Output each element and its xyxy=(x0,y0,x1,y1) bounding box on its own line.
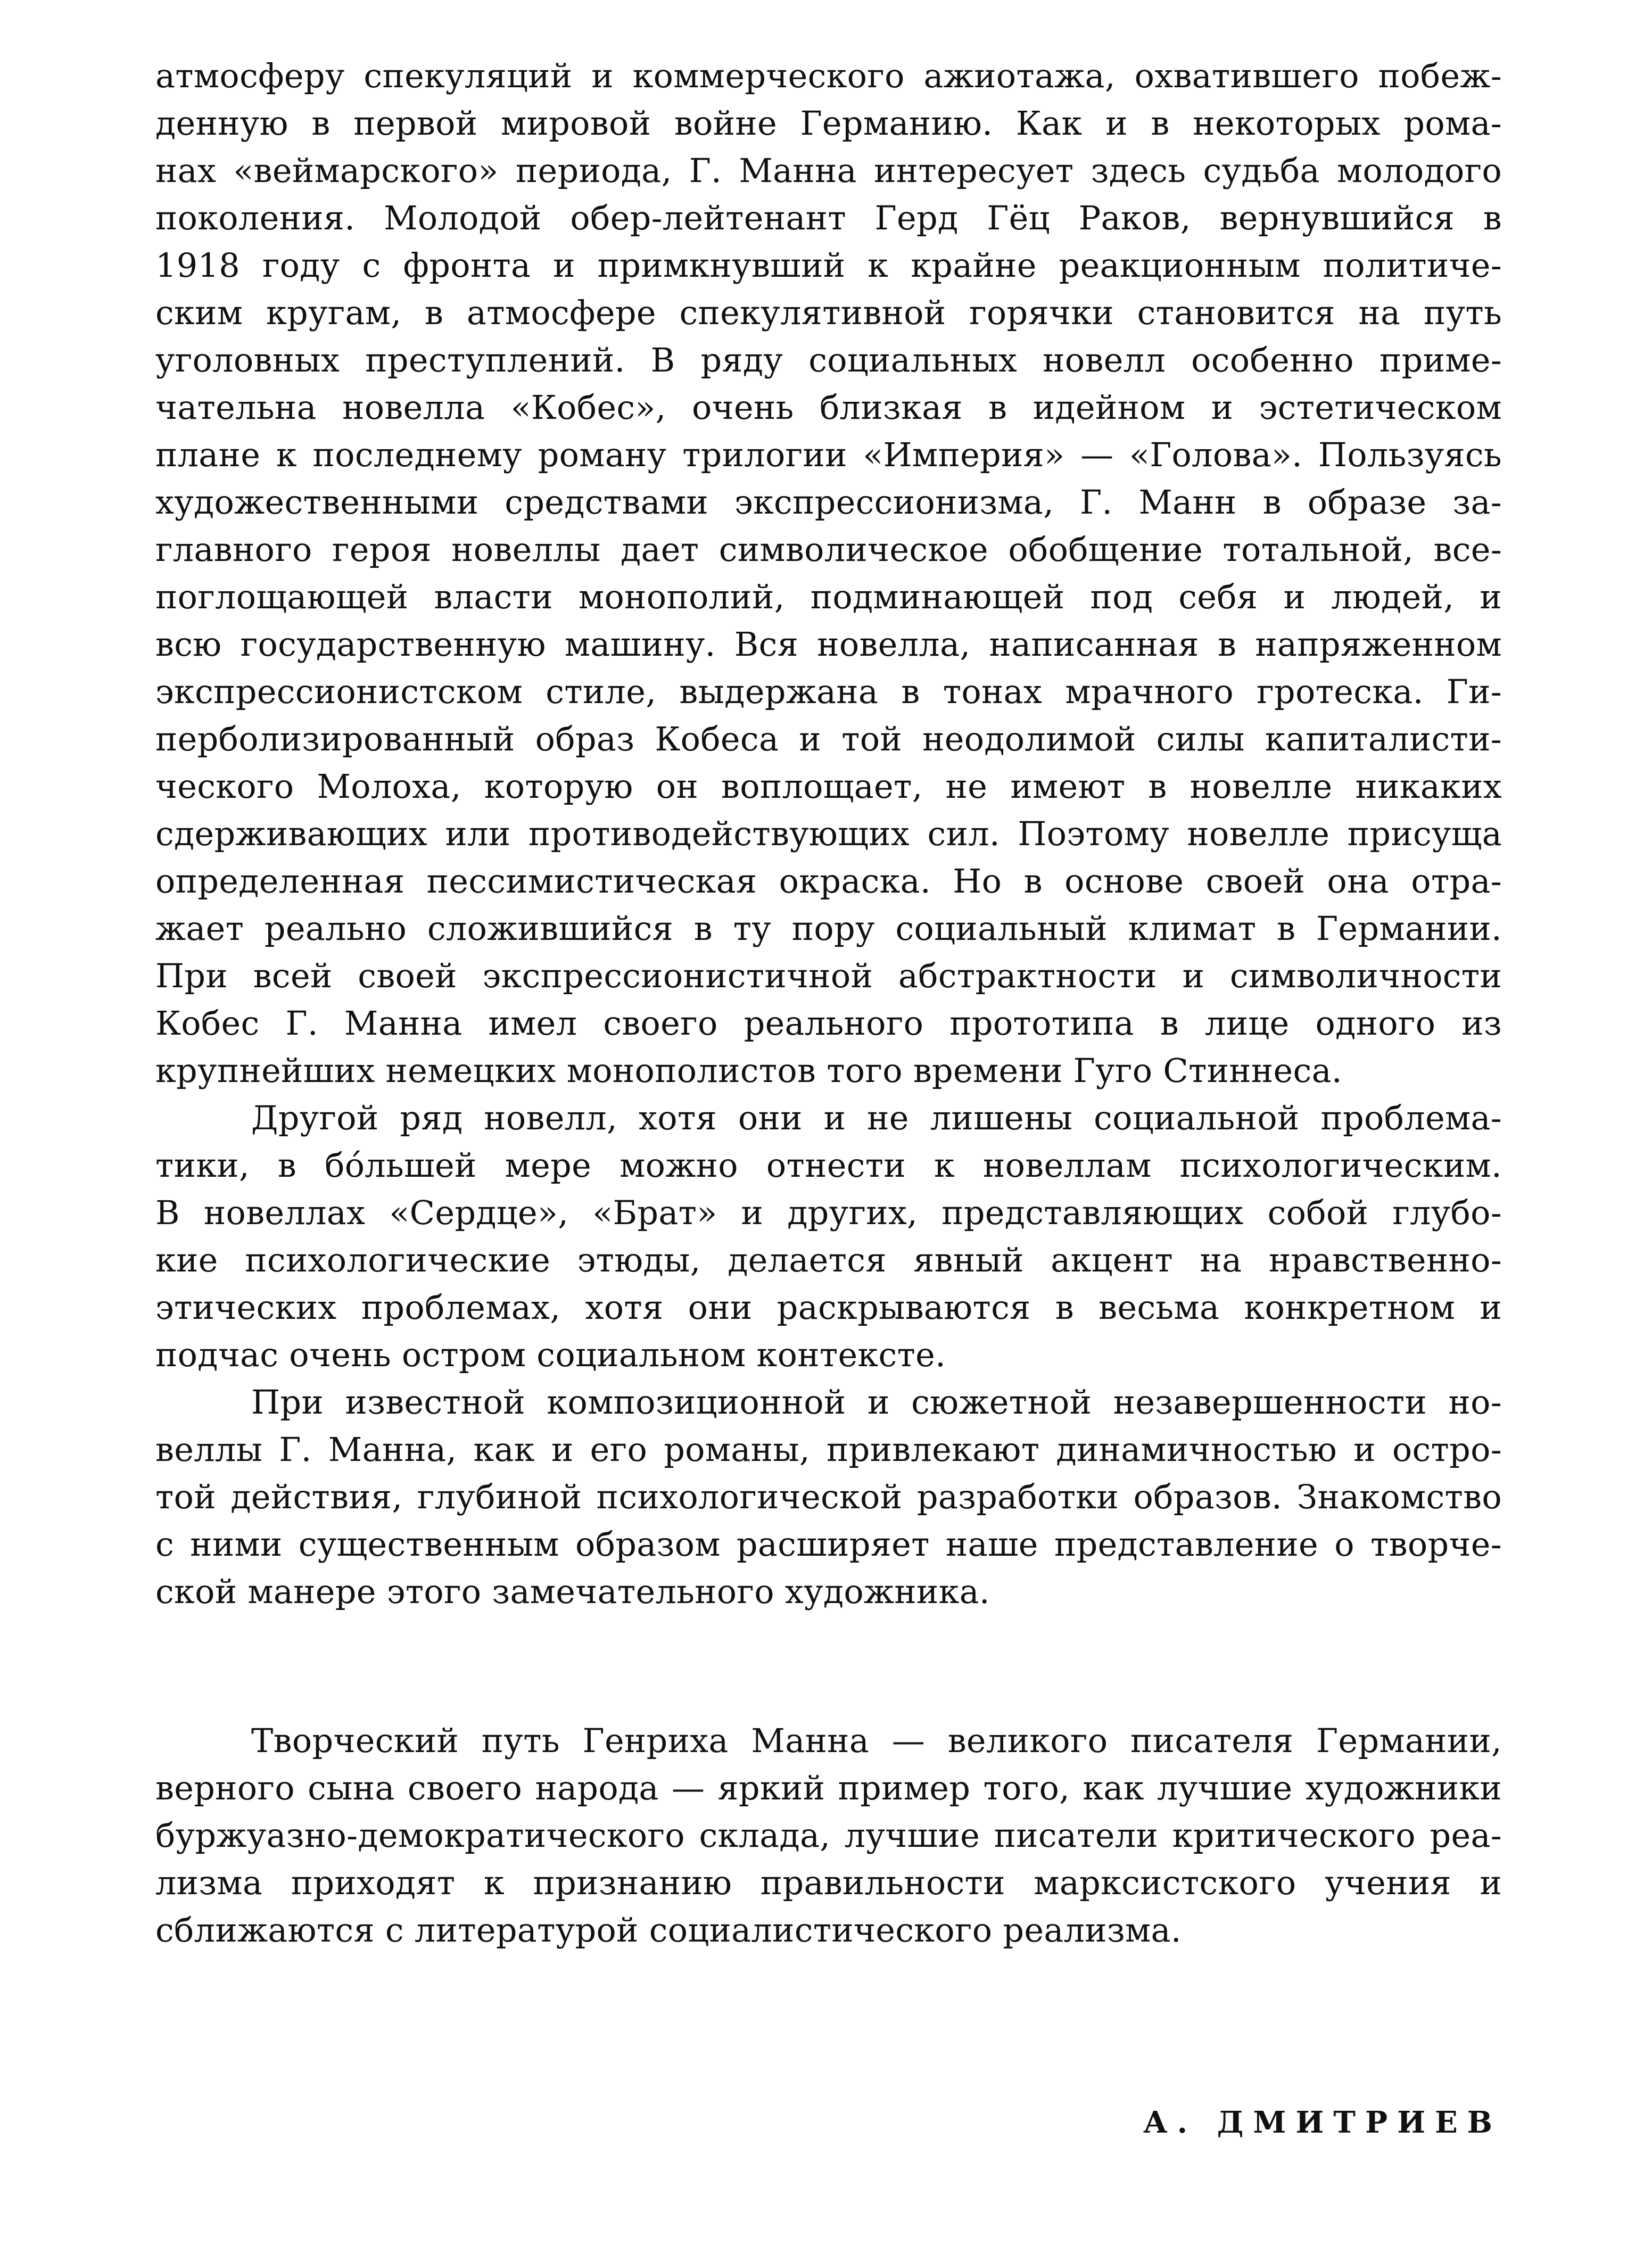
text-line: художественными средствами экспрессионизма, Г. Манн в образе за- xyxy=(155,483,1502,522)
text-line: жает реально сложившийся в ту пору социальный климат в Германии. xyxy=(155,909,1502,948)
text-line: ским кругам, в атмосфере спекулятивной горячки становится на путь xyxy=(155,293,1502,332)
text-line: определенная пессимистическая окраска. Но в основе своей она отра- xyxy=(155,862,1502,901)
text-line: плане к последнему роману трилогии «Империя» — «Голова». Пользуясь xyxy=(155,435,1502,474)
text-line: Творческий путь Генриха Манна — великого писателя Германии, xyxy=(251,1721,1502,1760)
text-line: чательна новелла «Кобес», очень близкая в идейном и эстетическом xyxy=(155,388,1502,427)
text-line: Другой ряд новелл, хотя они и не лишены социальной проблема- xyxy=(251,1099,1502,1137)
text-line: денную в первой мировой войне Германию. Как и в некоторых рома- xyxy=(155,104,1502,143)
text-line: всю государственную машину. Вся новелла, написанная в напряженном xyxy=(155,625,1502,664)
text-line: Кобес Г. Манна имел своего реального прототипа в лице одного из xyxy=(155,1004,1502,1043)
text-line: экспрессионистском стиле, выдержана в тонах мрачного гротеска. Ги- xyxy=(155,672,1502,711)
text-line: В новеллах «Сердце», «Брат» и других, представляющих собой глубо- xyxy=(155,1193,1502,1232)
text-line: При известной композиционной и сюжетной незавершенности но- xyxy=(251,1383,1502,1422)
text-line: сближаются с литературой социалистического реализма. xyxy=(155,1911,1182,1950)
text-line: лизма приходят к признанию правильности марксистского учения и xyxy=(155,1863,1502,1902)
text-line: с ними существенным образом расширяет наше представление о творче- xyxy=(155,1525,1502,1564)
text-line: уголовных преступлений. В ряду социальных новелл особенно приме- xyxy=(155,341,1502,379)
text-line: этических проблемах, хотя они раскрываются в весьма конкретном и xyxy=(155,1288,1502,1327)
paragraph-3 xyxy=(155,1378,1502,1615)
text-line: поглощающей власти монополий, подминающей под себя и людей, и xyxy=(155,577,1502,616)
text-line: перболизированный образ Кобеса и той неодолимой силы капиталисти- xyxy=(155,720,1502,758)
text-line: веллы Г. Манна, как и его романы, привлекают динамичностью и остро- xyxy=(155,1430,1502,1469)
text-line: ческого Молоха, которую он воплощает, не имеют в новелле никаких xyxy=(155,767,1502,806)
paragraph-4 xyxy=(155,1717,1502,1954)
text-line: При всей своей экспрессионистичной абстрактности и символичности xyxy=(155,956,1502,995)
text-line: верного сына своего народа — яркий пример того, как лучшие художники xyxy=(155,1769,1502,1807)
text-line: той действия, глубиной психологической разработки образов. Знакомство xyxy=(155,1477,1502,1516)
text-line: буржуазно-демократического склада, лучшие писатели критического реа- xyxy=(155,1816,1502,1855)
text-line: сдерживающих или противодействующих сил. Поэтому новелле присуща xyxy=(155,814,1502,853)
text-line: 1918 году с фронта и примкнувший к крайне реакционным политиче- xyxy=(155,246,1502,285)
text-line: тики, в бóльшей мере можно отнести к новеллам психологическим. xyxy=(155,1146,1502,1185)
text-line: атмосферу спекуляций и коммерческого ажиотажа, охватившего побеж- xyxy=(155,56,1502,95)
author-signature: А. ДМИТРИЕВ xyxy=(1143,2105,1502,2140)
text-line: подчас очень остром социальном контексте. xyxy=(155,1335,946,1374)
text-line: нах «веймарского» периода, Г. Манна интересует здесь судьба молодого xyxy=(155,151,1502,190)
text-line: поколения. Молодой обер-лейтенант Герд Гёц Раков, вернувшийся в xyxy=(155,199,1502,237)
text-line: крупнейших немецких монополистов того времени Гуго Стиннеса. xyxy=(155,1051,1342,1090)
text-line: кие психологические этюды, делается явный акцент на нравственно- xyxy=(155,1241,1502,1279)
paragraph-2 xyxy=(155,1094,1502,1378)
text-line: главного героя новеллы дает символическое обобщение тотальной, все- xyxy=(155,530,1502,569)
text-line: ской манере этого замечательного художника. xyxy=(155,1572,990,1611)
paragraph-1 xyxy=(155,52,1502,1094)
